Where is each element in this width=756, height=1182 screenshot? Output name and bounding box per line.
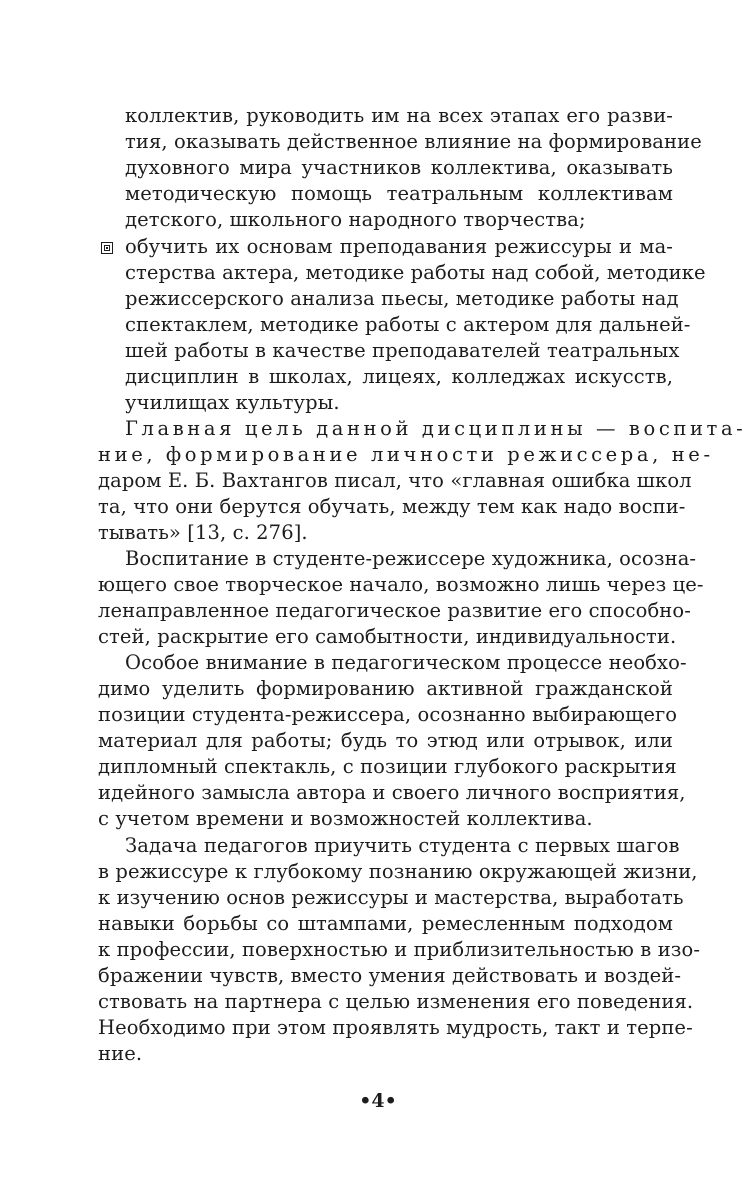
text-line: духовного мира участников коллектива, оказывать [125, 156, 673, 179]
text-line: шей работы в качестве преподавателей театральных [125, 339, 680, 362]
text-line: Необходимо при этом проявлять мудрость, такт и терпе- [98, 1016, 693, 1039]
paragraph-first-line: Особое внимание в педагогическом процессе необхо- [125, 651, 687, 674]
text-line: позиции студента-режиссера, осознанно выбирающего [98, 703, 678, 726]
text-line: методическую помощь театральным коллективам [125, 182, 673, 205]
text-line: спектаклем, методике работы с актером для дальней- [125, 313, 691, 336]
text-line: тывать» [13, с. 276]. [98, 521, 308, 544]
text-line: бражении чувств, вместо умения действовать и воздей- [98, 964, 682, 987]
page-number: •4• [359, 1090, 397, 1112]
text-line: дипломный спектакль, с позиции глубокого раскрытия [98, 755, 677, 778]
text-line: материал для работы; будь то этюд или отрывок, или [98, 729, 673, 752]
text-line: детского, школьного народного творчества; [125, 208, 586, 231]
text-line: ние, формирование личности режиссера, не- [98, 443, 714, 466]
paragraph-first-line: Главная цель данной дисциплины — воспита- [125, 417, 747, 440]
paragraph-first-line: Задача педагогов приучить студента с первых шагов [125, 834, 680, 857]
text-line: училищах культуры. [125, 391, 340, 414]
text-line: дисциплин в школах, лицеях, колледжах искусств, [125, 365, 673, 388]
text-line: стерства актера, методике работы над собой, методике [125, 261, 706, 284]
text-line: тия, оказывать действенное влияние на формирование [125, 130, 702, 153]
text-line: коллектив, руководить им на всех этапах его разви- [125, 104, 673, 127]
text-line: к профессии, поверхностью и приблизительностью в изо- [98, 938, 701, 961]
text-line: ние. [98, 1042, 143, 1065]
text-line: димо уделить формированию активной гражданской [98, 677, 673, 700]
text-line: та, что они берутся обучать, между тем как надо воспи- [98, 495, 686, 518]
text-line: ющего свое творческое начало, возможно лишь через це- [98, 573, 704, 596]
text-line: с учетом времени и возможностей коллектива. [98, 807, 593, 830]
text-line: режиссерского анализа пьесы, методике работы над [125, 287, 679, 310]
text-line: даром Е. Б. Вахтангов писал, что «главная ошибка школ [98, 469, 692, 492]
text-line: стей, раскрытие его самобытности, индивидуальности. [98, 625, 677, 648]
paragraph-first-line: Воспитание в студенте-режиссере художника, осозна- [125, 547, 697, 570]
list-item: обучить их основам преподавания режиссуры и ма- [125, 235, 673, 258]
text-line: к изучению основ режиссуры и мастерства, выработать [98, 886, 684, 909]
text-line: в режиссуре к глубокому познанию окружающей жизни, [98, 860, 698, 883]
text-line: ленаправленное педагогическое развитие его способно- [98, 599, 691, 622]
text-line: идейного замысла автора и своего личного восприятия, [98, 781, 686, 804]
square-bullet-icon [101, 242, 113, 254]
text-line: навыки борьбы со штампами, ремесленным подходом [98, 912, 673, 935]
text-line: ствовать на партнера с целью изменения его поведения. [98, 990, 694, 1013]
